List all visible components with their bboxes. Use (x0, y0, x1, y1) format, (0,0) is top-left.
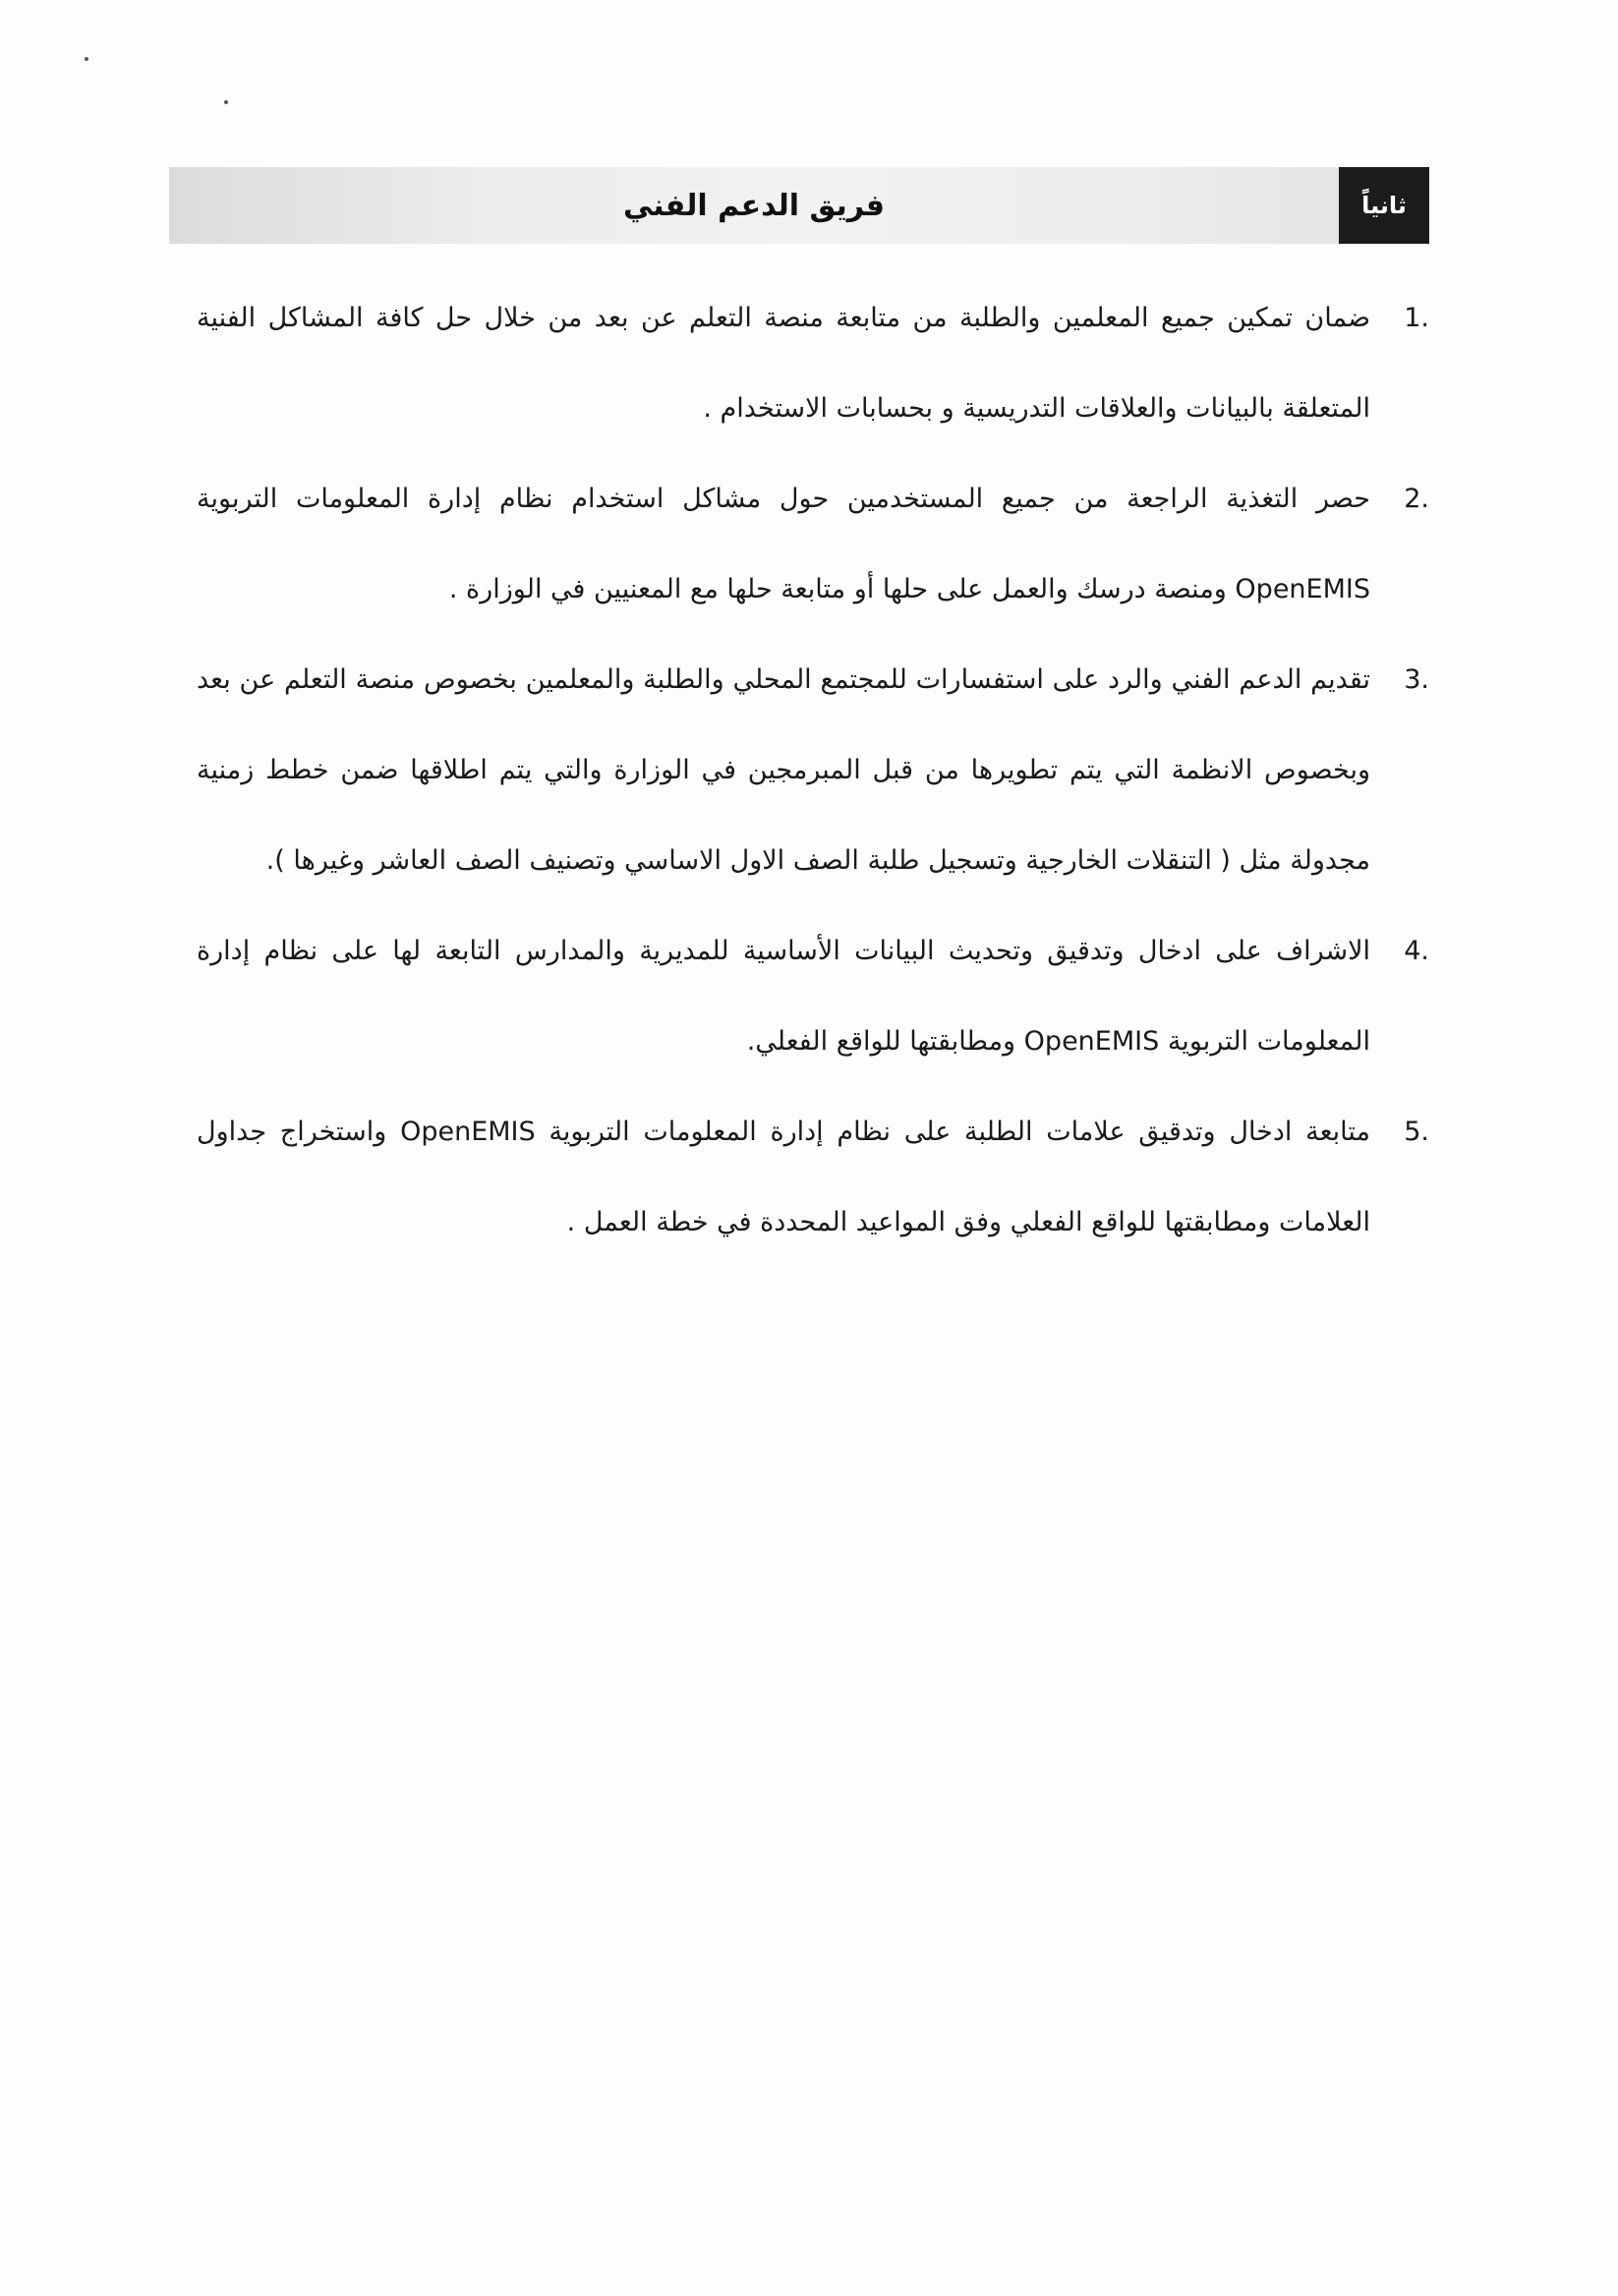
item-number: 2. (1404, 484, 1429, 514)
item-text: الاشراف على ادخال وتدقيق وتحديث البيانات الأساسية للمديرية والمدارس التابعة لها على نظام إدارة المعلومات التربوية OpenEMIS ومطابقتها للواقع الفعلي. (197, 936, 1370, 1057)
item-number: 4. (1404, 936, 1429, 966)
list-item (197, 1087, 1429, 1268)
item-number: 1. (1404, 303, 1429, 333)
item-number: 5. (1404, 1117, 1429, 1147)
list-item (197, 273, 1429, 454)
list-item (197, 454, 1429, 635)
item-number: 3. (1404, 664, 1429, 695)
scan-speck (85, 57, 88, 61)
list-item (197, 635, 1429, 906)
item-text: متابعة ادخال وتدقيق علامات الطلبة على نظام إدارة المعلومات التربوية OpenEMIS واستخراج جداول العلامات ومطابقتها للواقع الفعلي وفق المواعيد المحددة في خطة العمل . (197, 1117, 1370, 1237)
item-text: ضمان تمكين جميع المعلمين والطلبة من متابعة منصة التعلم عن بعد من خلال حل كافة المشاكل الفنية المتعلقة بالبيانات والعلاقات التدريسية و بحسابات الاستخدام . (197, 303, 1370, 424)
item-text: حصر التغذية الراجعة من جميع المستخدمين حول مشاكل استخدام نظام إدارة المعلومات التربوية OpenEMIS ومنصة درسك والعمل على حلها أو متابعة حلها مع المعنيين في الوزارة . (197, 484, 1370, 604)
task-list (197, 273, 1429, 1268)
section-header (169, 167, 1429, 244)
item-text: تقديم الدعم الفني والرد على استفسارات للمجتمع المحلي والطلبة والمعلمين بخصوص منصة التعلم عن بعد وبخصوص الانظمة التي يتم تطويرها من قبل المبرمجين في الوزارة والتي يتم اطلاقها ضمن خطط زمنية مجدولة مثل ( التنقلات الخارجية وتسجيل طلبة الصف الاول الاساسي وتصنيف الصف العاشر وغيرها ). (197, 664, 1370, 876)
section-tag: ثانياً (1339, 167, 1429, 244)
scan-speck (224, 100, 228, 104)
list-item (197, 906, 1429, 1087)
section-title: فريق الدعم الفني (622, 188, 886, 223)
